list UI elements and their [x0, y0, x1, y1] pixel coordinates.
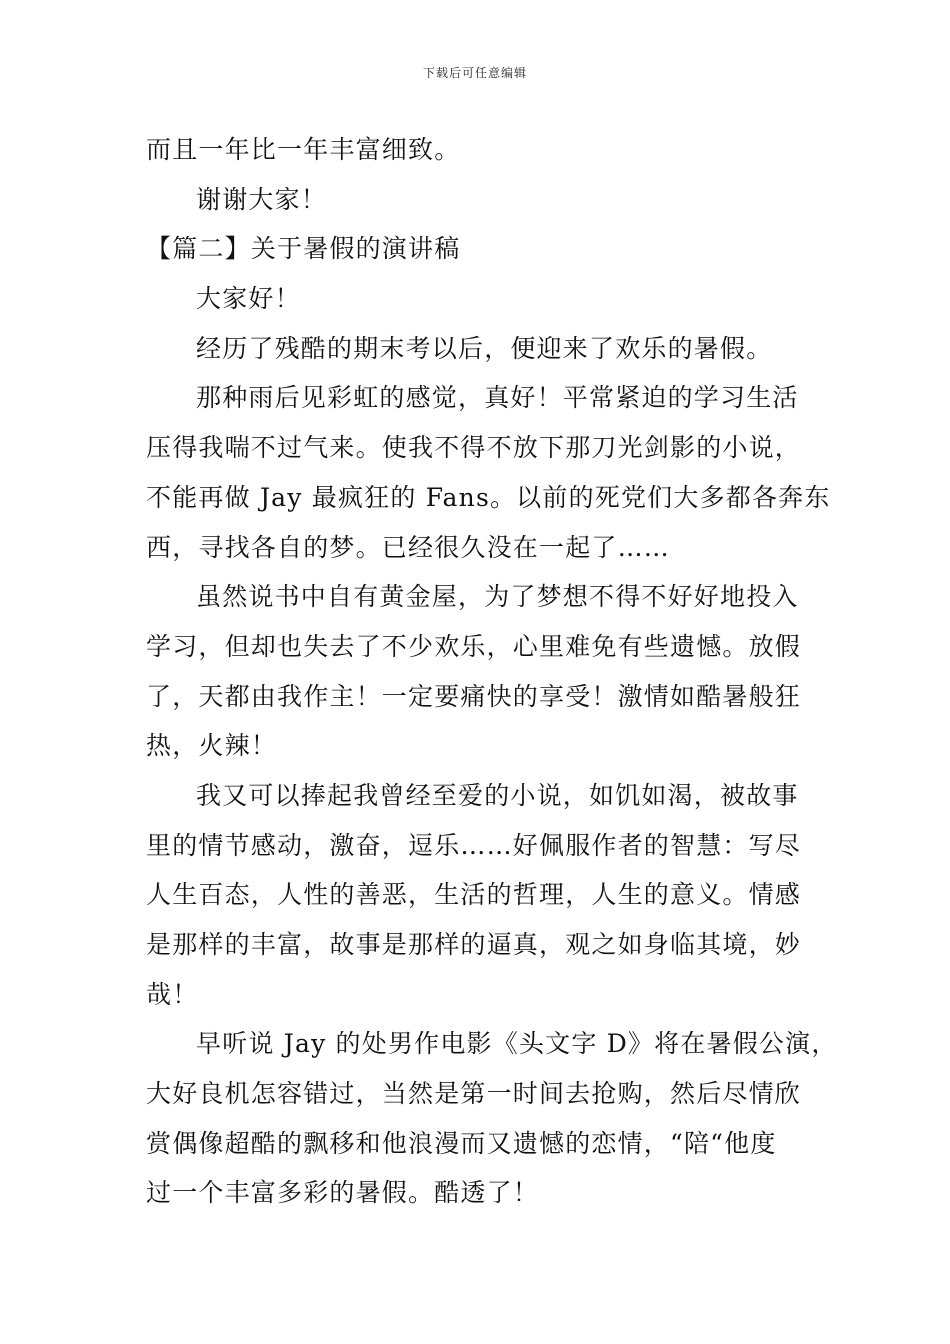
text-line: 压得我喘不过气来。使我不得不放下那刀光剑影的小说， — [146, 433, 802, 463]
text-line: 我又可以捧起我曾经至爱的小说，如饥如渴，被故事 — [196, 780, 799, 810]
text-line: 大家好！ — [196, 284, 301, 314]
text-line: 热，火辣！ — [146, 731, 278, 761]
section-title: 【篇二】关于暑假的演讲稿 — [146, 234, 461, 264]
text-line: 学习，但却也失去了不少欢乐，心里难免有些遗憾。放假 — [146, 631, 802, 661]
text-line: 赏偶像超酷的飘移和他浪漫而又遗憾的恋情，“陪“他度 — [146, 1128, 777, 1158]
text-line: 人生百态，人性的善恶，生活的哲理，人生的意义。情感 — [146, 880, 802, 910]
document-body — [146, 125, 838, 1218]
text-line: 西，寻找各自的梦。已经很久没在一起了…… — [146, 532, 671, 562]
text-line: 了，天都由我作主！一定要痛快的享受！激情如酷暑般狂 — [146, 681, 802, 711]
text-line: 那种雨后见彩虹的感觉，真好！平常紧迫的学习生活 — [196, 383, 799, 413]
text-line: 大好良机怎容错过，当然是第一时间去抢购，然后尽情欣 — [146, 1079, 802, 1109]
text-line: 经历了残酷的期末考以后，便迎来了欢乐的暑假。 — [196, 333, 773, 363]
text-line: 谢谢大家！ — [196, 184, 328, 214]
text-line: 早听说 Jay 的处男作电影《头文字 D》将在暑假公演， — [196, 1029, 838, 1059]
page-header: 下载后可任意编辑 — [422, 66, 527, 80]
text-line: 是那样的丰富，故事是那样的逼真，观之如身临其境，妙 — [146, 930, 802, 959]
text-line: 而且一年比一年丰富细致。 — [146, 135, 461, 164]
text-line: 过一个丰富多彩的暑假。酷透了！ — [146, 1178, 540, 1208]
text-line: 里的情节感动，激奋，逗乐……好佩服作者的智慧：写尽 — [146, 830, 802, 860]
text-line: 不能再做 Jay 最疯狂的 Fans。以前的死党们大多都各奔东 — [146, 482, 831, 512]
text-line: 哉！ — [146, 979, 199, 1009]
text-line: 虽然说书中自有黄金屋，为了梦想不得不好好地投入 — [196, 582, 799, 612]
